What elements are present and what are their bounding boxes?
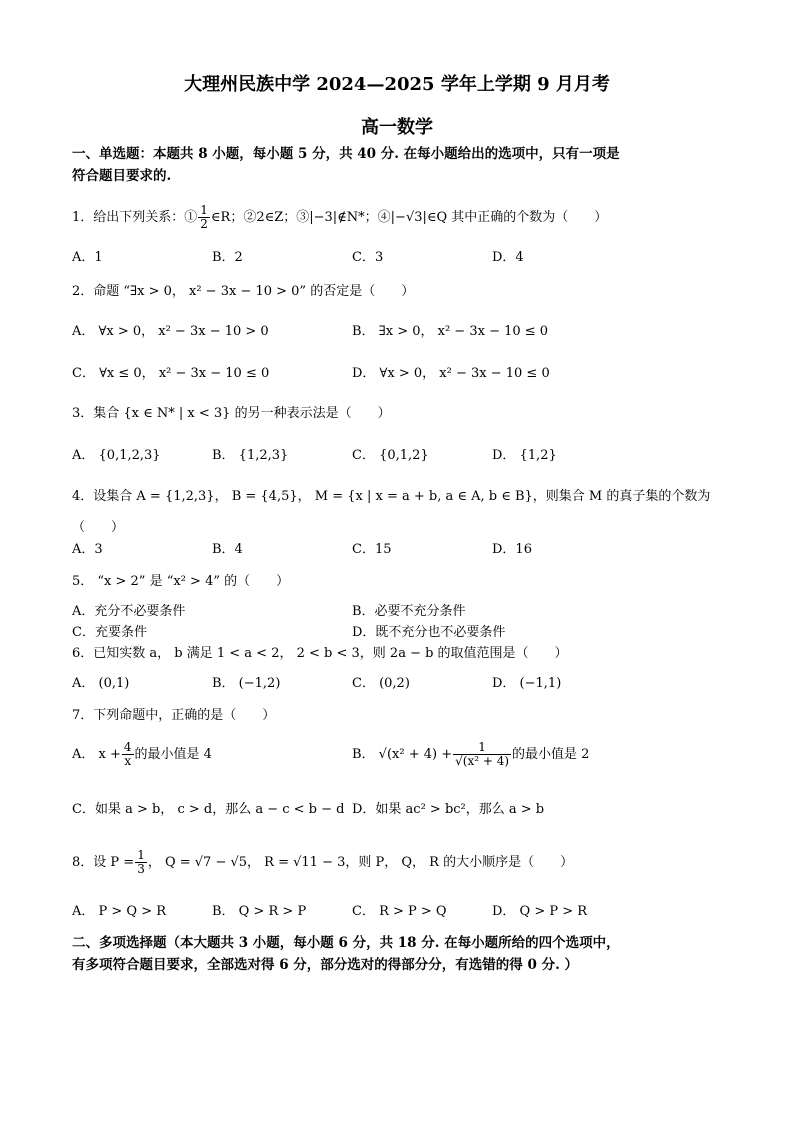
- q4-option-c: C．15: [352, 542, 392, 557]
- q1-option-c: C．3: [352, 250, 384, 265]
- section2-heading: [72, 932, 732, 976]
- q8-frac-num: 1: [137, 848, 145, 862]
- q1-option-a: A．1: [72, 250, 103, 265]
- section1-line2: 符合题目要求的.: [72, 168, 172, 184]
- question-4: 4．设集合 A = {1,2,3}， B = {4,5}， M = {x | x = a + b, a ∈ A, b ∈ B}，则集合 M 的真子集的个数为: [72, 489, 711, 504]
- question-7: 7．下列命题中，正确的是（ ）: [72, 708, 276, 723]
- q8-frac-den: 3: [137, 862, 145, 876]
- q7-option-d: D．如果 ac² > bc²，那么 a > b: [352, 802, 545, 817]
- q8-option-d: D． Q > P > R: [492, 904, 588, 919]
- question-3: 3．集合 {x ∈ N* | x < 3} 的另一种表示法是（ ）: [72, 406, 391, 421]
- q7-option-a: [72, 738, 212, 772]
- q8-rest: ， Q = √7 − √5， R = √11 − 3，则 P， Q， R 的大小顺序是（ ）: [147, 855, 574, 870]
- question-8: [72, 846, 732, 880]
- q8-option-c: C． R > P > Q: [352, 904, 447, 919]
- q8-option-a: A． P > Q > R: [72, 904, 167, 919]
- q7-option-b: [352, 738, 589, 772]
- q7-b-den: √(x² + 4): [455, 754, 510, 768]
- q8-prefix: 8．设 P =: [72, 855, 135, 870]
- q2-option-c: C． ∀x ≤ 0， x² − 3x − 10 ≤ 0: [72, 366, 270, 381]
- q2-option-d: D． ∀x > 0， x² − 3x − 10 ≤ 0: [352, 366, 550, 381]
- q7-a-num: 4: [123, 740, 132, 754]
- question-6: 6．已知实数 a， b 满足 1 < a < 2， 2 < b < 3，则 2a − b 的取值范围是（ ）: [72, 646, 568, 661]
- q5-option-b: B．必要不充分条件: [352, 604, 466, 619]
- q3-option-b: B． {1,2,3}: [212, 448, 289, 463]
- exam-subtitle: 高一数学: [361, 117, 433, 138]
- section2-line2: 有多项符合题目要求，全部选对得 6 分，部分选对的得部分分，有选错的得 0 分. ）: [72, 957, 578, 973]
- q5-option-a: A．充分不必要条件: [72, 604, 186, 619]
- q3-option-a: A． {0,1,2,3}: [72, 448, 161, 463]
- section1-line1: 一、单选题：本题共 8 小题，每小题 5 分，共 40 分. 在每小题给出的选项中，只有一项是: [72, 146, 620, 162]
- q1-frac-num: 1: [200, 203, 208, 217]
- q7-a-den: x: [124, 754, 132, 768]
- q5-option-d: D．既不充分也不必要条件: [352, 625, 506, 640]
- q6-option-a: A． (0,1): [72, 676, 130, 691]
- q8-option-b: B． Q > R > P: [212, 904, 307, 919]
- question-2: 2．命题 “∃x > 0， x² − 3x − 10 > 0” 的否定是（ ）: [72, 284, 415, 299]
- q7-b-fraction: [453, 741, 511, 768]
- q4-option-b: B．4: [212, 542, 243, 557]
- q3-option-c: C． {0,1,2}: [352, 448, 429, 463]
- q6-option-d: D． (−1,1): [492, 676, 562, 691]
- q2-option-b: B． ∃x > 0， x² − 3x − 10 ≤ 0: [352, 324, 549, 339]
- question-4-blank: （ ）: [72, 520, 125, 535]
- q7-a-prefix: A． x +: [72, 747, 121, 762]
- section1-heading: [72, 143, 732, 187]
- q1-option-b: B．2: [212, 250, 243, 265]
- q3-option-d: D． {1,2}: [492, 448, 557, 463]
- q1-prefix: 1．给出下列关系：①: [72, 210, 198, 225]
- q4-option-a: A．3: [72, 542, 103, 557]
- q2-option-a: A． ∀x > 0， x² − 3x − 10 > 0: [72, 324, 269, 339]
- section2-line1: 二、多项选择题（本大题共 3 小题，每小题 6 分，共 18 分. 在每小题所给的四个选项中，: [72, 935, 620, 951]
- q1-option-d: D．4: [492, 250, 524, 265]
- q7-b-num: 1: [453, 741, 511, 755]
- q7-option-c: C．如果 a > b， c > d，那么 a − c < b − d: [72, 802, 345, 817]
- q7-a-fraction: [122, 741, 134, 768]
- q1-fraction: [198, 204, 210, 231]
- question-1: [72, 204, 732, 231]
- q7-a-suffix: 的最小值是 4: [134, 747, 212, 762]
- q7-b-prefix: B． √(x² + 4) +: [352, 747, 453, 762]
- q7-b-suffix: 的最小值是 2: [512, 747, 590, 762]
- q8-fraction: [135, 849, 147, 876]
- q4-option-d: D．16: [492, 542, 532, 557]
- q1-frac-den: 2: [200, 217, 208, 231]
- q5-option-c: C．充要条件: [72, 625, 147, 640]
- exam-title: 大理州民族中学 2024—2025 学年上学期 9 月月考: [184, 74, 610, 95]
- q6-option-c: C． (0,2): [352, 676, 410, 691]
- question-5: 5． “x > 2” 是 “x² > 4” 的（ ）: [72, 574, 290, 589]
- q1-part1: ∈R；②2∈Z；③|−3|∉N*；④|−√3|∈Q 其中正确的个数为（ ）: [210, 210, 608, 225]
- q6-option-b: B． (−1,2): [212, 676, 281, 691]
